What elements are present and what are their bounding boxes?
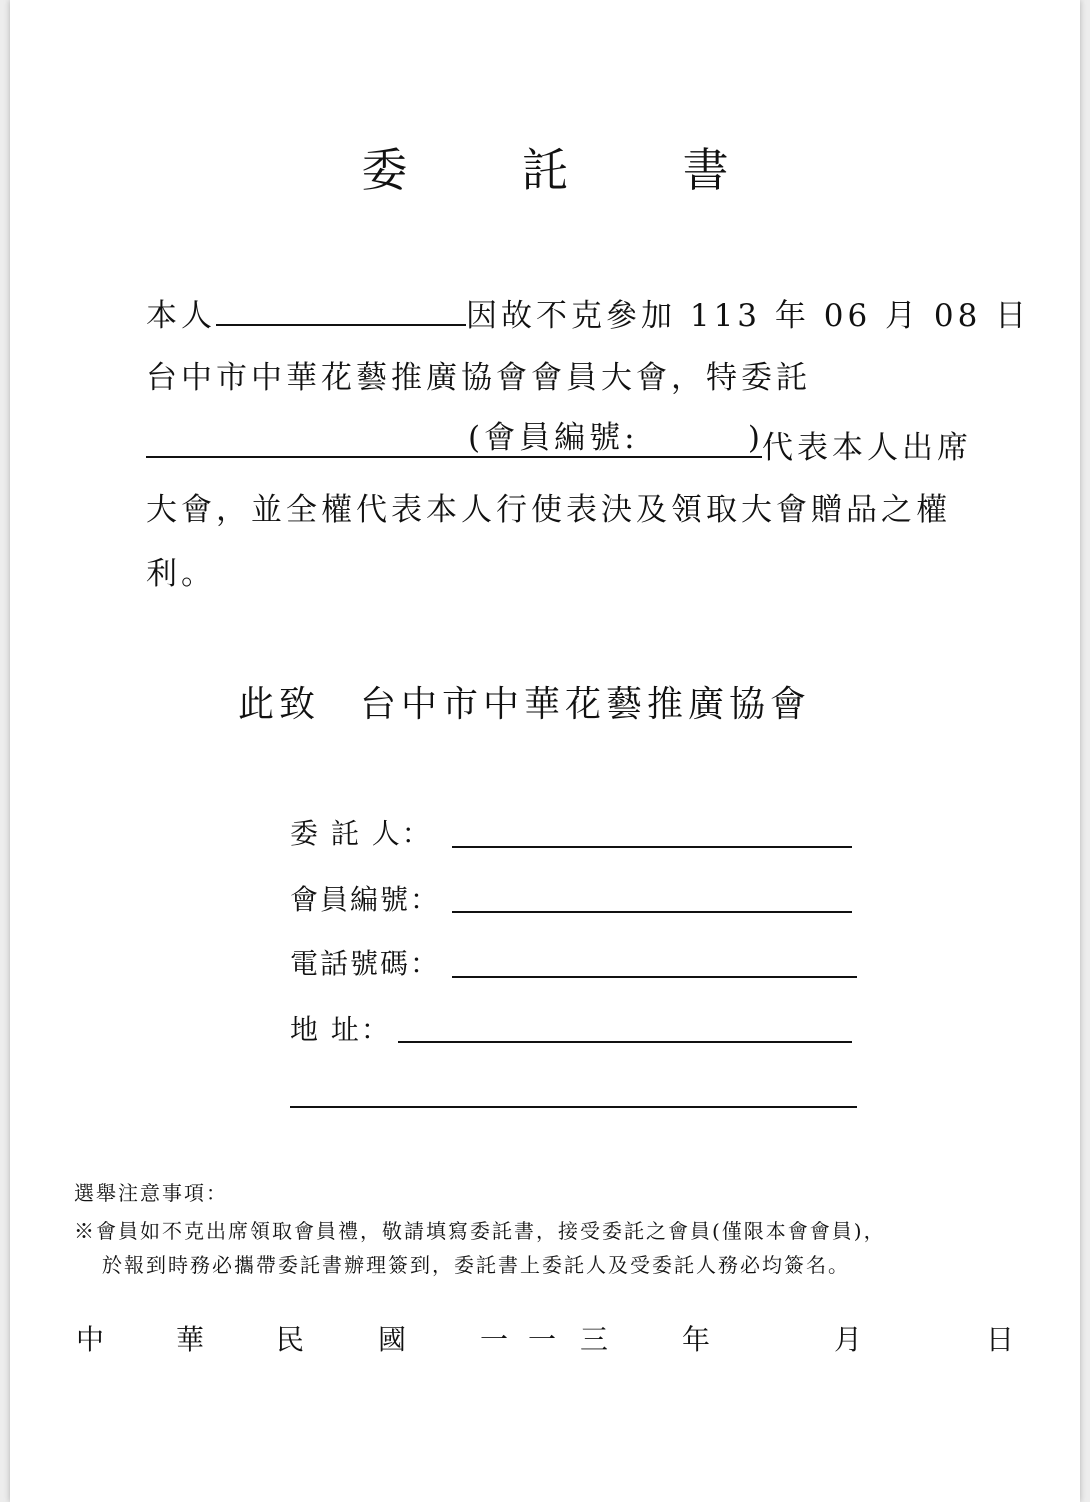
body-line-1 — [146, 290, 1030, 338]
address-field-line[interactable] — [398, 1041, 852, 1043]
date-char-min: 民 — [276, 1323, 305, 1356]
principal-name-blank[interactable] — [216, 290, 466, 326]
meeting-text: 台中市中華花藝推廣協會會員大會，特委託 — [146, 360, 811, 396]
principal-field-line[interactable] — [452, 846, 852, 848]
body-line-4 — [146, 488, 951, 532]
member-number-field-line[interactable] — [452, 911, 852, 913]
date-year-label: 年 — [682, 1323, 711, 1356]
body-line-2 — [146, 356, 811, 400]
phone-field-line[interactable] — [452, 976, 857, 978]
notes-line-1: ※會員如不克出席領取會員禮，敬請填寫委託書，接受委託之會員(僅限本會會員)， — [74, 1219, 886, 1243]
salutation-prefix: 此致 — [238, 684, 321, 725]
principal-prefix: 本人 — [146, 298, 216, 334]
date-year-digit-2: 一 — [528, 1323, 557, 1356]
member-number-label: (會員編號: — [468, 420, 639, 456]
date-day-label: 日 — [986, 1323, 1015, 1356]
body-line-5 — [146, 552, 216, 596]
date-char-guo: 國 — [378, 1323, 407, 1356]
salutation — [238, 680, 811, 730]
proxy-name-blank[interactable] — [146, 422, 762, 458]
notes-line-2: 於報到時務必攜帶委託書辦理簽到，委託書上委託人及受委託人務必均簽名。 — [102, 1253, 850, 1277]
principal-field-label: 委 託 人： — [290, 817, 432, 850]
address-field-label: 地 址： — [290, 1013, 391, 1046]
date-month-label: 月 — [834, 1323, 863, 1356]
phone-field-label: 電話號碼： — [290, 947, 441, 980]
member-number-field-label: 會員編號： — [290, 883, 441, 916]
salutation-organization: 台中市中華花藝推廣協會 — [360, 684, 812, 725]
represent-text: 代表本人出席 — [762, 430, 972, 466]
date-char-hua: 華 — [176, 1323, 205, 1356]
date-year-digit-1: 一 — [480, 1323, 509, 1356]
notes-heading: 選舉注意事項： — [74, 1181, 228, 1205]
attendance-text: 因故不克參加 113 年 06 月 08 日 — [466, 298, 1031, 334]
date-year-digit-3: 三 — [580, 1323, 609, 1356]
member-number-close: ) — [747, 420, 764, 456]
address-field-line-2[interactable] — [290, 1106, 857, 1108]
document-title: 委 託 書 — [361, 143, 779, 197]
date-char-zhong: 中 — [76, 1323, 105, 1356]
body-line-3 — [146, 422, 972, 470]
document-page — [10, 0, 1080, 1502]
authority-text-end: 利。 — [146, 556, 216, 592]
authority-text: 大會，並全權代表本人行使表決及領取大會贈品之權 — [146, 492, 951, 528]
